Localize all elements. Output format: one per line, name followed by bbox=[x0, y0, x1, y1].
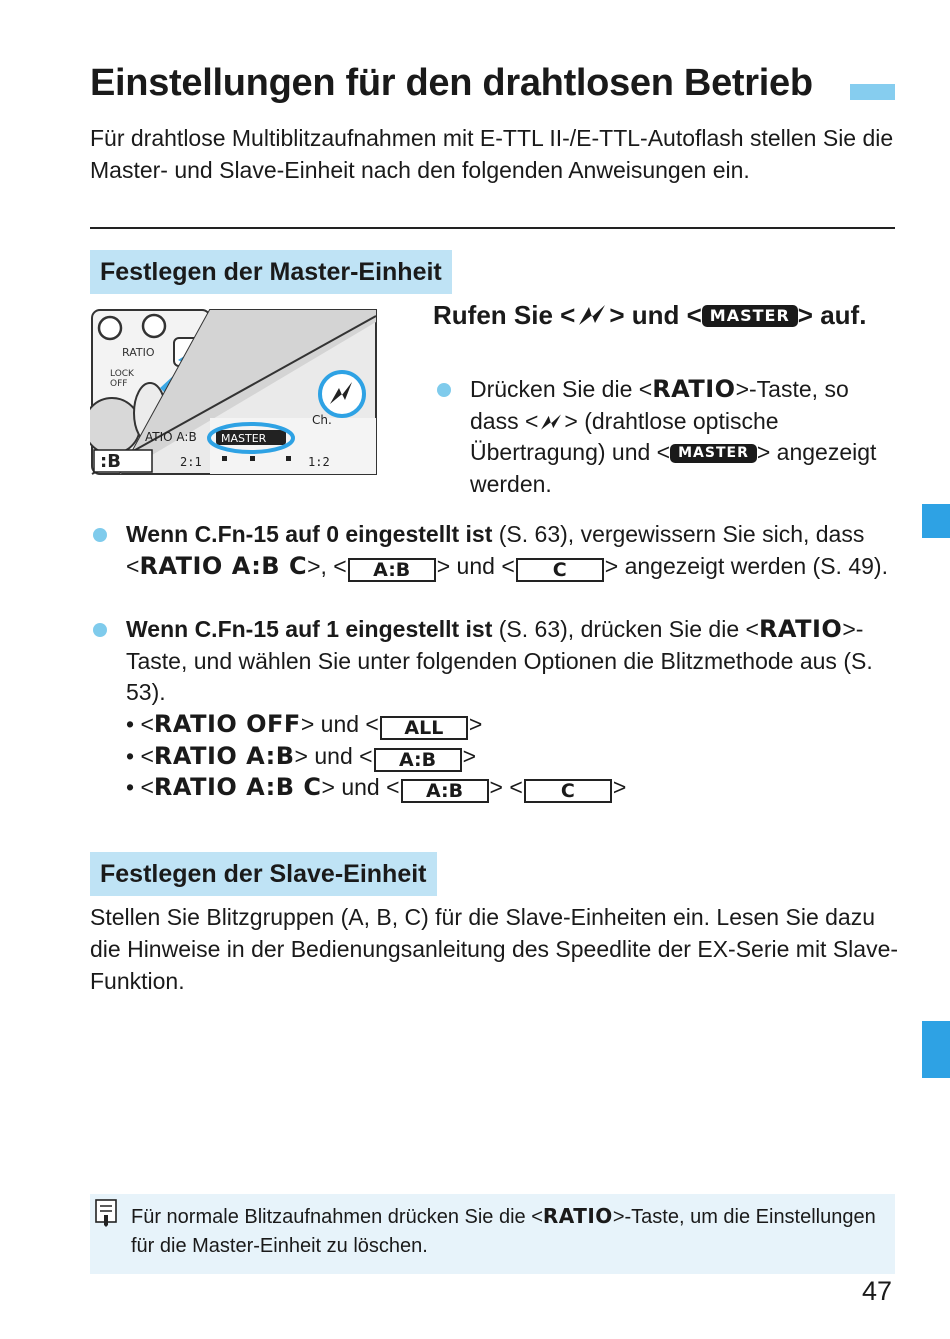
svg-text:LOCK: LOCK bbox=[110, 369, 134, 379]
bullet3-text-b: >-Taste, und wählen Sie unter folgenden Optionen die Blitzmethode aus (S. 53). bbox=[126, 616, 873, 705]
option-ratio-off bbox=[126, 709, 482, 741]
svg-text::B: :B bbox=[100, 451, 121, 472]
slave-paragraph: Stellen Sie Blitzgruppen (A, B, C) für die Slave-Einheiten ein. Lesen Sie dazu die Hinweise in der Bedienungsanleitung des Speedlite der EX-Serie mit Slave-Funktion. bbox=[90, 904, 899, 994]
illu-ratio-12: 1:2 bbox=[308, 455, 330, 469]
option-ratio-abc bbox=[126, 772, 626, 804]
illu-ch-label: Ch. bbox=[312, 413, 332, 427]
ab-boxed-symbol: A:B bbox=[374, 748, 462, 772]
step-title bbox=[433, 298, 903, 333]
c-boxed-symbol: C bbox=[516, 558, 604, 582]
bullet2-text-d: > angezeigt werden (S. 49). bbox=[604, 552, 888, 579]
bullet1-text-c: > (drahtlose optische Übertragung) und < bbox=[470, 407, 779, 465]
bullet2-text-b: >, < bbox=[307, 552, 347, 579]
option-text: • < bbox=[126, 711, 154, 737]
slave-section-heading: Festlegen der Slave-Einheit bbox=[90, 852, 437, 896]
wireless-transmission-icon bbox=[538, 412, 564, 432]
step-title-pre: Rufen Sie < bbox=[433, 300, 576, 330]
all-boxed-symbol: ALL bbox=[380, 716, 468, 740]
master-badge: MASTER bbox=[670, 444, 757, 463]
svg-text:ATIO A:B: ATIO A:B bbox=[145, 430, 197, 444]
illu-ratio-21: 2:1 bbox=[180, 455, 202, 469]
illu-master-label: MASTER bbox=[221, 432, 267, 445]
option-text: • < bbox=[126, 774, 154, 800]
option-text: > und < bbox=[321, 774, 400, 800]
bullet2-bold: Wenn C.Fn-15 auf 0 eingestellt ist bbox=[126, 521, 493, 547]
ab-boxed-symbol: A:B bbox=[401, 779, 489, 803]
master-section-heading: Festlegen der Master-Einheit bbox=[90, 250, 452, 294]
bullet1-text-a: Drücken Sie die < bbox=[470, 376, 653, 402]
wireless-transmission-icon bbox=[575, 303, 609, 327]
master-badge: MASTER bbox=[702, 305, 798, 327]
ratio-abc-symbol: RATIO A:B C bbox=[153, 773, 322, 801]
bullet2-text-c: > und < bbox=[436, 552, 515, 579]
option-text: • < bbox=[126, 743, 154, 769]
bullet1-text-b: >-Taste, so dass < bbox=[470, 376, 849, 434]
option-text: > < bbox=[489, 774, 523, 800]
option-text: > bbox=[462, 743, 477, 769]
option-ratio-ab bbox=[126, 741, 476, 773]
intro-paragraph: Für drahtlose Multiblitzaufnahmen mit E-TTL II-/E-TTL-Autoflash stellen Sie die Master- und Slave-Einheit nach den folgenden Anweisungen ein. bbox=[90, 125, 894, 183]
ratio-ab-symbol: RATIO A:B bbox=[153, 742, 295, 770]
page-title: Einstellungen für den drahtlosen Betrieb bbox=[90, 62, 813, 104]
bullet2-text-a: (S. 63), vergewissern Sie sich, dass < bbox=[126, 521, 865, 579]
page-number: 47 bbox=[862, 1276, 893, 1306]
option-text: > und < bbox=[300, 711, 379, 737]
svg-text:OFF: OFF bbox=[110, 379, 128, 389]
option-text: > bbox=[612, 774, 627, 800]
ab-boxed-symbol: A:B bbox=[348, 558, 436, 582]
bullet-dot bbox=[93, 623, 107, 637]
bullet-dot bbox=[93, 528, 107, 542]
step-title-post: > auf. bbox=[797, 300, 867, 330]
bullet3-text-a: (S. 63), drücken Sie die < bbox=[492, 616, 759, 642]
option-text: > bbox=[468, 711, 483, 737]
note-icon bbox=[95, 1199, 117, 1227]
bullet-dot bbox=[437, 383, 451, 397]
bullet1-text-d: > angezeigt werden. bbox=[470, 439, 877, 497]
ratio-symbol: RATIO bbox=[652, 375, 736, 403]
bullet3-bold: Wenn C.Fn-15 auf 1 eingestellt ist bbox=[126, 616, 493, 642]
ratio-off-symbol: RATIO OFF bbox=[153, 710, 301, 738]
ratio-symbol: RATIO bbox=[542, 1204, 613, 1228]
chapter-edge-tab bbox=[922, 1021, 950, 1078]
ratio-symbol: RATIO bbox=[758, 615, 843, 643]
divider-rule bbox=[90, 227, 895, 229]
bullet-ratio-button bbox=[470, 374, 900, 500]
ratio-abc-symbol: RATIO A:B C bbox=[139, 551, 308, 580]
flash-panel-illustration bbox=[90, 308, 378, 478]
chapter-edge-tab bbox=[922, 504, 950, 538]
note-text bbox=[131, 1202, 886, 1261]
option-text: > und < bbox=[294, 743, 373, 769]
title-accent-bar bbox=[850, 84, 895, 100]
step-title-mid: > und < bbox=[609, 300, 702, 330]
note-text-a: Für normale Blitzaufnahmen drücken Sie die < bbox=[131, 1206, 543, 1228]
bullet-cfn-1 bbox=[126, 614, 901, 709]
illu-ratio-label: RATIO bbox=[122, 346, 155, 359]
c-boxed-symbol: C bbox=[524, 779, 612, 803]
note-text-b: >-Taste, um die Einstellungen für die Master-Einheit zu löschen. bbox=[131, 1206, 876, 1257]
bullet-cfn-0 bbox=[126, 519, 901, 582]
